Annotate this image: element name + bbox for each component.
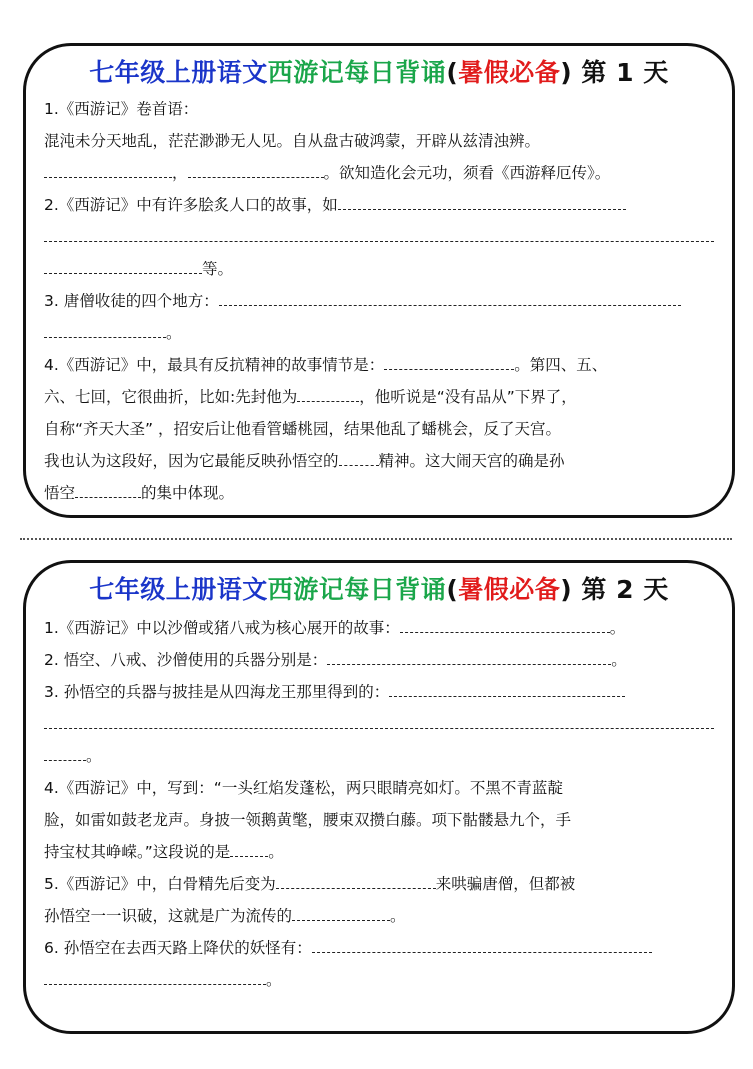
line-text: 。 (86, 747, 102, 765)
answer-blank[interactable] (312, 934, 652, 953)
title-paren-open: ( (446, 575, 459, 604)
answer-blank[interactable] (219, 287, 681, 306)
text-line (44, 125, 718, 157)
answer-blank[interactable] (44, 710, 714, 729)
text-line (44, 836, 718, 868)
answer-blank[interactable] (338, 191, 626, 210)
line-text: 。 (611, 651, 627, 669)
line-text: 。 (268, 843, 284, 861)
text-line (44, 93, 718, 125)
answer-blank[interactable] (44, 255, 202, 274)
text-line (44, 900, 718, 932)
line-text: 3. 孙悟空的兵器与披挂是从四海龙王那里得到的： (44, 683, 390, 701)
line-text: 3. 唐僧收徒的四个地方： (44, 292, 219, 310)
title-paren-close: ) (560, 575, 573, 604)
line-text: 自称“齐天大圣” ，招安后让他看管蟠桃园，结果他乱了蟠桃会，反了天宫。 (44, 420, 561, 438)
line-text: 。第四、五、 (514, 356, 608, 374)
line-text: 悟空 (44, 484, 76, 502)
answer-blank[interactable] (44, 319, 166, 338)
line-text: 6. 孙悟空在去西天路上降伏的妖怪有： (44, 939, 312, 957)
title-paren-open: ( (446, 58, 459, 87)
line-text: 孙悟空一一识破，这就是广为流传的 (44, 907, 293, 925)
answer-blank[interactable] (75, 479, 141, 498)
title-tag: 暑假必备 (458, 58, 561, 87)
day-1-card (23, 43, 735, 518)
line-text: ， (172, 164, 188, 182)
text-line (44, 317, 718, 349)
line-text: 脸，如雷如鼓老龙声。身披一领鹅黄氅，腰束双攒白藤。项下骷髅悬九个，手 (44, 811, 572, 829)
title-subject: 西游记每日背诵 (267, 575, 447, 604)
text-line (44, 676, 718, 708)
line-text: 。 (390, 907, 406, 925)
text-line (44, 804, 718, 836)
answer-blank[interactable] (384, 351, 514, 370)
answer-blank[interactable] (276, 870, 436, 889)
text-line (44, 964, 718, 996)
text-line (44, 740, 718, 772)
title-day: 第 2 天 (572, 575, 669, 604)
line-text: 。 (609, 619, 626, 637)
line-text: 。 (266, 971, 282, 989)
day-2-title (26, 574, 732, 606)
title-tag: 暑假必备 (458, 575, 561, 604)
text-line (44, 285, 718, 317)
line-text: 的集中体现。 (141, 484, 235, 502)
title-grade: 七年级上册语文 (89, 575, 268, 604)
line-text: 六、七回，它很曲折，比如:先封他为 (44, 388, 298, 406)
text-line (44, 644, 718, 676)
text-line (44, 189, 718, 221)
day-2-questions (44, 612, 718, 996)
text-line (44, 708, 718, 740)
title-day: 第 1 天 (572, 58, 669, 87)
line-text: 5.《西游记》中，白骨精先后变为 (44, 875, 276, 893)
cut-line-divider (20, 538, 732, 540)
text-line (44, 413, 718, 445)
text-line (44, 157, 718, 189)
title-subject: 西游记每日背诵 (267, 58, 447, 87)
answer-blank[interactable] (44, 742, 86, 761)
answer-blank[interactable] (188, 159, 324, 178)
line-text: 2.《西游记》中有许多脍炙人口的故事，如 (44, 196, 338, 214)
line-text: 混沌未分天地乱，茫茫渺渺无人见。自从盘古破鸿蒙，开辟从兹清浊辨。 (44, 132, 541, 150)
line-text: 1.《西游记》卷首语： (44, 100, 199, 118)
day-1-questions (44, 93, 718, 509)
answer-blank[interactable] (230, 838, 268, 857)
title-grade: 七年级上册语文 (89, 58, 268, 87)
day-1-title (26, 57, 732, 89)
line-text: 持宝杖其峥嵘。”这段说的是 (44, 843, 231, 861)
answer-blank[interactable] (297, 383, 359, 402)
answer-blank[interactable] (44, 223, 714, 242)
answer-blank[interactable] (389, 678, 625, 697)
text-line (44, 772, 718, 804)
answer-blank[interactable] (327, 646, 611, 665)
line-text: 精神。这大闹天宫的确是孙 (378, 452, 565, 470)
line-text: 4.《西游记》中，最具有反抗精神的故事情节是： (44, 356, 385, 374)
line-text: 。欲知造化会元功，须看《西游释厄传》。 (323, 164, 611, 182)
answer-blank[interactable] (400, 614, 610, 633)
line-text: 来哄骗唐僧，但都被 (435, 875, 576, 893)
text-line (44, 349, 718, 381)
text-line (44, 612, 718, 644)
text-line (44, 253, 718, 285)
answer-blank[interactable] (292, 902, 390, 921)
line-text: 2. 悟空、八戒、沙僧使用的兵器分别是： (44, 651, 328, 669)
line-text: 。 (166, 324, 182, 342)
text-line (44, 221, 718, 253)
answer-blank[interactable] (339, 447, 379, 466)
line-text: 1.《西游记》中以沙僧或猪八戒为核心展开的故事： (44, 619, 400, 637)
answer-blank[interactable] (44, 966, 266, 985)
text-line (44, 868, 718, 900)
title-paren-close: ) (560, 58, 573, 87)
text-line (44, 932, 718, 964)
text-line (44, 381, 718, 413)
line-text: 4.《西游记》中，写到：“一头红焰发蓬松，两只眼睛亮如灯。不黑不青蓝靛 (44, 779, 563, 797)
line-text: 等。 (202, 260, 234, 278)
text-line (44, 445, 718, 477)
day-2-card (23, 560, 735, 1034)
answer-blank[interactable] (44, 159, 172, 178)
line-text: ，他听说是“没有品从”下界了， (359, 388, 577, 406)
line-text: 我也认为这段好，因为它最能反映孙悟空的 (44, 452, 339, 470)
text-line (44, 477, 718, 509)
